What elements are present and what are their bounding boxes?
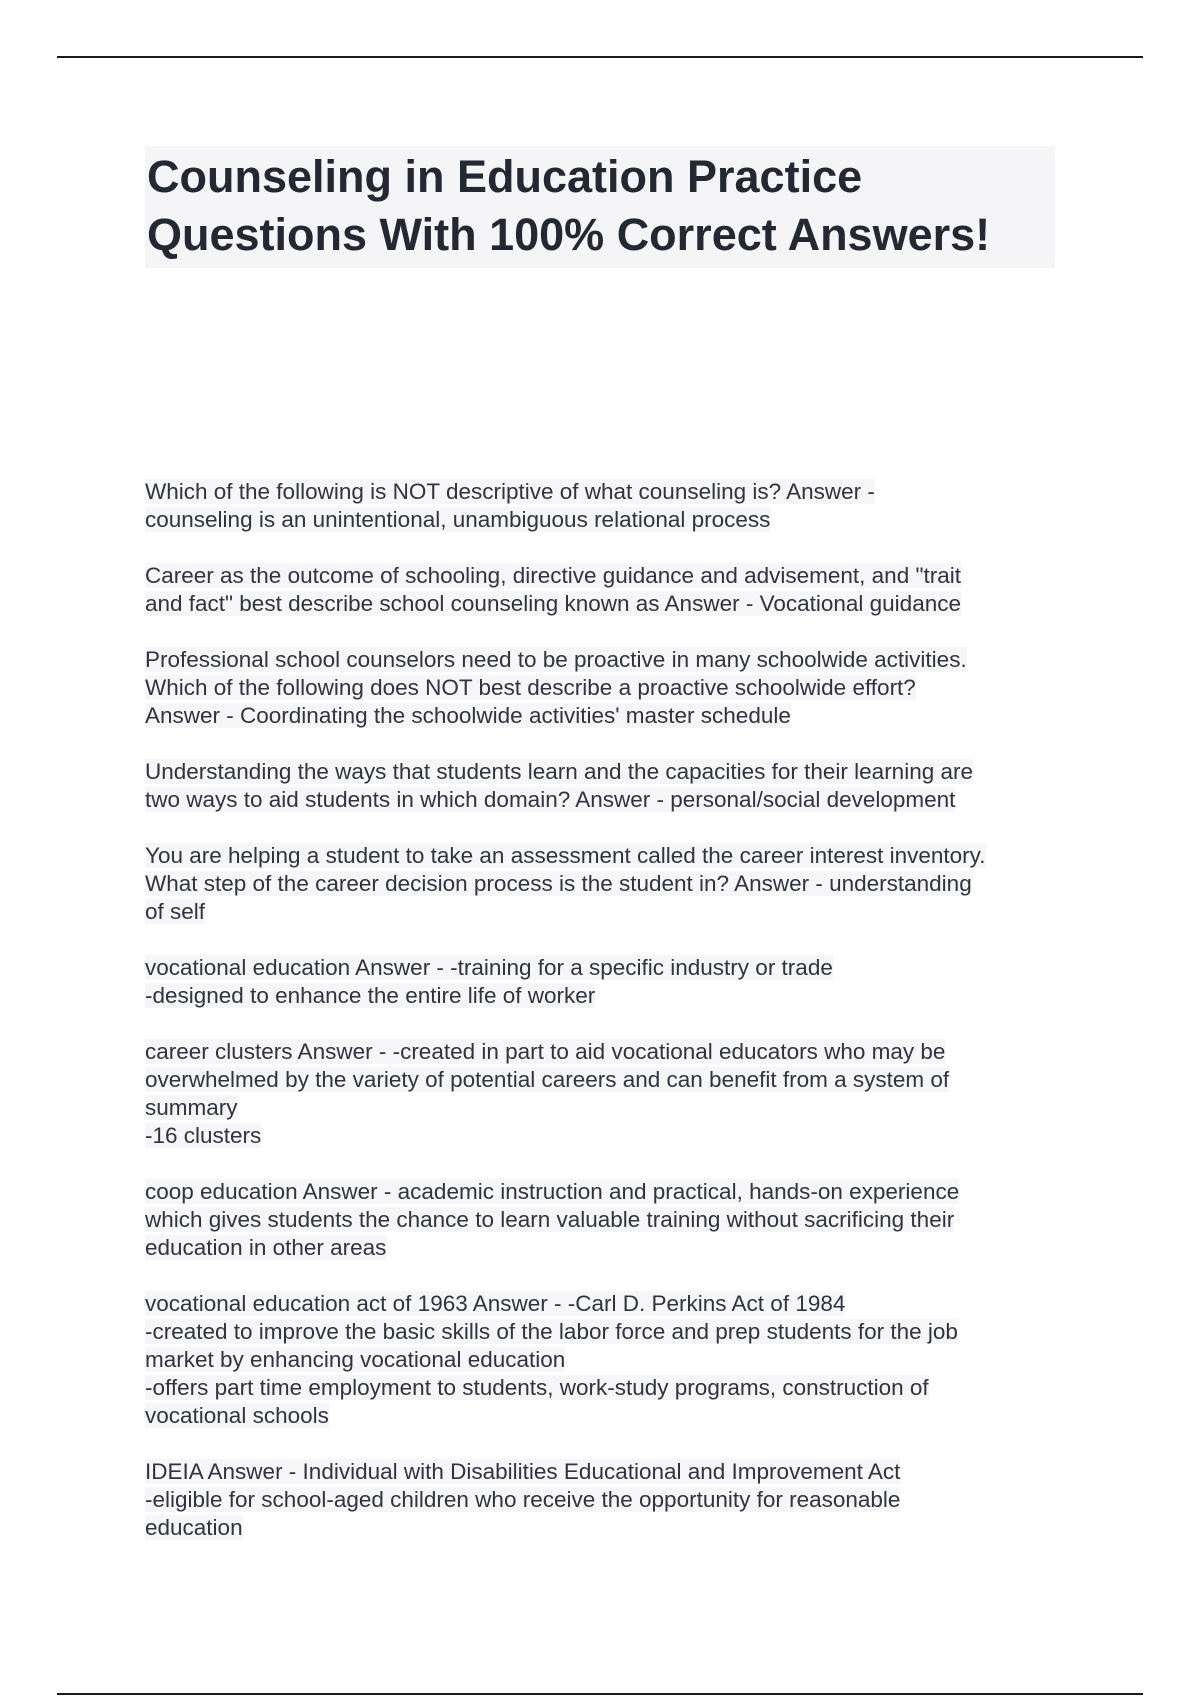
qa-text: coop education Answer - academic instruction and practical, hands-on experience which gives students the chance to learn valuable training without sacrificing their education in other areas [145, 1179, 960, 1260]
qa-text: You are helping a student to take an assessment called the career interest inventory. What step of the career decision process is the student in? Answer - understanding of self [145, 843, 986, 924]
qa-text: Career as the outcome of schooling, directive guidance and advisement, and "trait and fact" best describe school counseling known as Answer - Vocational guidance [145, 563, 961, 616]
qa-item [145, 1290, 1065, 1430]
qa-item [145, 646, 1065, 730]
qa-text: Understanding the ways that students learn and the capacities for their learning are two ways to aid students in which domain? Answer - personal/social development [145, 759, 973, 812]
qa-text: Professional school counselors need to be proactive in many schoolwide activities. Which of the following does NOT best describe a proactive schoolwide effort? Answer - Coordinating the schoolwide activities' master schedule [145, 647, 967, 728]
qa-list [145, 478, 1065, 1570]
qa-text: career clusters Answer - -created in part to aid vocational educators who may be overwhelmed by the variety of potential careers and can benefit from a system of summary -16 clusters [145, 1039, 950, 1148]
qa-item [145, 758, 1065, 814]
qa-item [145, 478, 1065, 534]
qa-item [145, 562, 1065, 618]
qa-text: vocational education Answer - -training for a specific industry or trade -designed to enhance the entire life of worker [145, 955, 833, 1008]
top-rule [57, 56, 1143, 58]
qa-item [145, 1178, 1065, 1262]
qa-item [145, 842, 1065, 926]
qa-item [145, 1038, 1065, 1150]
page-title: Counseling in Education Practice Questions With 100% Correct Answers! [145, 146, 1055, 268]
qa-text: vocational education act of 1963 Answer - -Carl D. Perkins Act of 1984 -created to improve the basic skills of the labor force and prep students for the job market by enhancing vocational education -offers part time employment to students, work-study programs, construction of vocational schools [145, 1291, 958, 1428]
qa-text: Which of the following is NOT descriptive of what counseling is? Answer - counseling is an unintentional, unambiguous relational process [145, 479, 875, 532]
qa-item [145, 1458, 1065, 1542]
qa-item [145, 954, 1065, 1010]
bottom-rule [57, 1693, 1143, 1695]
qa-text: IDEIA Answer - Individual with Disabilities Educational and Improvement Act -eligible for school-aged children who receive the opportunity for reasonable education [145, 1459, 901, 1540]
